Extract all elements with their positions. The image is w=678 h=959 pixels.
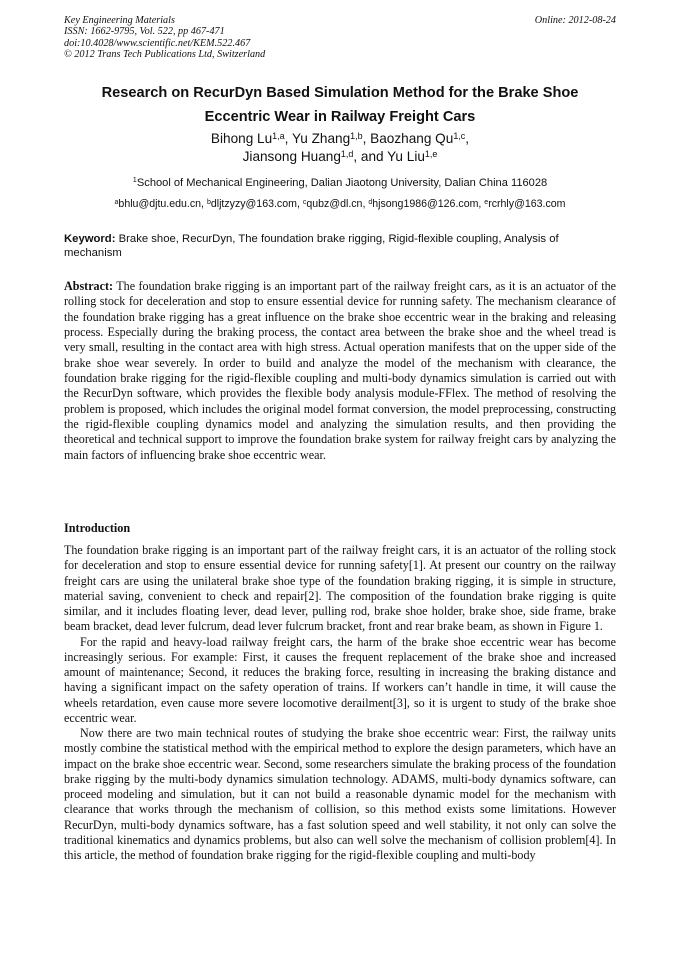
journal-issn: ISSN: 1662-9795, Vol. 522, pp 467-471 bbox=[64, 26, 225, 38]
journal-name: Key Engineering Materials bbox=[64, 15, 175, 26]
email-link[interactable]: bhlu@djtu.edu.cn bbox=[118, 198, 202, 210]
section-heading-introduction: Introduction bbox=[64, 521, 131, 535]
author-list bbox=[64, 130, 616, 166]
author-affil-sup: 1,d bbox=[340, 148, 354, 159]
journal-header bbox=[64, 15, 616, 61]
paper-title bbox=[64, 81, 616, 129]
affiliation-sup: 1 bbox=[132, 175, 137, 185]
author-name: Bihong Lu bbox=[210, 131, 273, 146]
online-date: Online: 2012-08-24 bbox=[534, 15, 616, 26]
paragraph: The foundation brake rigging is an important part of the railway freight cars, it is an actuator of the rolling stock for deceleration and stop to ensure essential device for running safety[1]. At present our country on the railway freight cars are using the unilateral brake shoe type of the foundation braking rigging, it is simple in structure, material saving, convenient to check and repair[2]. The composition of the foundation brake rigging is quite similar, and it includes floating lever, dead lever, pulling rod, brake shoe holder, brake shoe, side frame, brake beam bracket, dead lever fulcrum, dead lever fulcrum bracket, front and rear brake beam, as shown in Figure 1. bbox=[64, 543, 616, 634]
author-name: Yu Zhang bbox=[291, 131, 351, 146]
email-link[interactable]: qubz@dl.cn bbox=[306, 198, 363, 210]
email-sup: e bbox=[484, 198, 489, 206]
email-link[interactable]: dljtzyzy@163.com bbox=[210, 198, 297, 210]
introduction-body bbox=[64, 543, 616, 863]
keywords bbox=[64, 232, 616, 260]
paragraph: Now there are two main technical routes of studying the brake shoe eccentric wear: First, the railway units mostly combine the statistical method with the empirical method to explore the design parameters, which have an impact on the brake shoe eccentric wear. Second, some researchers simulate the braking process of the foundation brake rigging by the multi-body dynamics simulation technology. ADAMS, multi-body dynamics software, can proceed modeling and simulation, but it can not build a reasonable dynamic model for the mechanism with clearance that works through the mechanism of collision, so this method exists some limitations. However RecurDyn, multi-body dynamics software, has a fast solution speed and well stability, it not only can solve the traditional kinematics and dynamics problems, but also can well solve the mechanism of collision problem[4]. In this article, the method of foundation brake rigging for the rigid-flexible coupling and multi-body bbox=[64, 726, 616, 862]
author-name: Yu Liu bbox=[387, 149, 425, 164]
author-affil-sup: 1,b bbox=[350, 130, 363, 141]
title-line-1: Research on RecurDyn Based Simulation Method for the Brake Shoe bbox=[101, 85, 579, 101]
author-affil-sup: 1,a bbox=[272, 130, 285, 141]
author-line-1: Bihong Lu$^{1,a}$, Yu Zhang$^{1,b}$, Baozhang Qu$^{1,c}$, bbox=[210, 130, 470, 146]
author-name: Baozhang Qu bbox=[370, 131, 454, 146]
email-sup: d bbox=[368, 198, 373, 206]
email-link[interactable]: rcrhly@163.com bbox=[488, 198, 566, 210]
author-affil-sup: 1,e bbox=[424, 148, 438, 159]
affiliation-text: School of Mechanical Engineering, Dalian Jiaotong University, Dalian China 116028 bbox=[136, 177, 548, 189]
journal-doi: doi:10.4028/www.scientific.net/KEM.522.467 bbox=[64, 37, 251, 49]
affiliation bbox=[64, 176, 616, 190]
abstract bbox=[64, 279, 616, 463]
author-affil-sup: 1,c bbox=[453, 130, 466, 141]
email-list: $^a$bhlu@djtu.edu.cn, $^b$dljtzyzy@163.com, $^c$qubz@dl.cn, $^d$hjsong1986@126.com, $^e$rcrhly@163.com bbox=[114, 198, 566, 210]
abstract-text: The foundation brake rigging is an important part of the railway freight cars, as it is an actuator of the rolling stock for deceleration and stop to ensure essential device for running safety. The mechanism clearance of the foundation brake rigging has a great influence on the brake shoe eccentric wear in the braking and releasing process. Especially during the braking process, the contact area between the brake shoe and the wheel tread is very small, resulting in the contact area with high stress. Actual operation manifests that on the upper side of the brake shoe wear severely. In order to build and analyze the model of the mechanism with clearance, the foundation brake rigging for the rigid-flexible coupling and multi-body dynamics simulation is carried out with the RecurDyn software, which provides the flexible body analysis module-FFlex. The method of resolving the problem is proposed, which includes the original model format conversion, the model preprocessing, constructing the rigid-flexible coupling dynamics model and analyzing the simulation results, and then providing the theoretical and technical support to improve the foundation brake system for railway freight cars by analyzing the main factors of influencing brake shoe eccentric wear. bbox=[64, 279, 616, 462]
title-line-2: Eccentric Wear in Railway Freight Cars bbox=[204, 109, 476, 125]
keywords-label: Keyword: bbox=[64, 233, 116, 245]
author-name: Jiansong Huang bbox=[242, 149, 341, 164]
paragraph: For the rapid and heavy-load railway freight cars, the harm of the brake shoe eccentric wear has become increasingly serious. For example: First, it causes the frequent replacement of the brake shoe and increased amount of maintenance; Second, it reduces the braking force, resulting in increasing the braking distance and having a significant impact on the safety operation of trains. If workers can’t handle in time, it will cause the wheels retardation, even cause more severe locomotive derailment[3], so it is urgent to study of the brake shoe eccentric wear. bbox=[64, 634, 616, 725]
keywords-text: Brake shoe, RecurDyn, The foundation brake rigging, Rigid-flexible coupling, Analysis of mechanism bbox=[64, 233, 559, 259]
journal-copyright: © 2012 Trans Tech Publications Ltd, Switzerland bbox=[64, 49, 266, 61]
email-link[interactable]: hjsong1986@126.com bbox=[372, 198, 479, 210]
email-sup: a bbox=[114, 198, 119, 206]
abstract-label: Abstract: bbox=[64, 279, 114, 293]
email-sup: b bbox=[206, 198, 211, 206]
email-sup: c bbox=[302, 198, 307, 206]
author-line-2: Jiansong Huang$^{1,d}$, and Yu Liu$^{1,e}$ bbox=[242, 148, 438, 164]
